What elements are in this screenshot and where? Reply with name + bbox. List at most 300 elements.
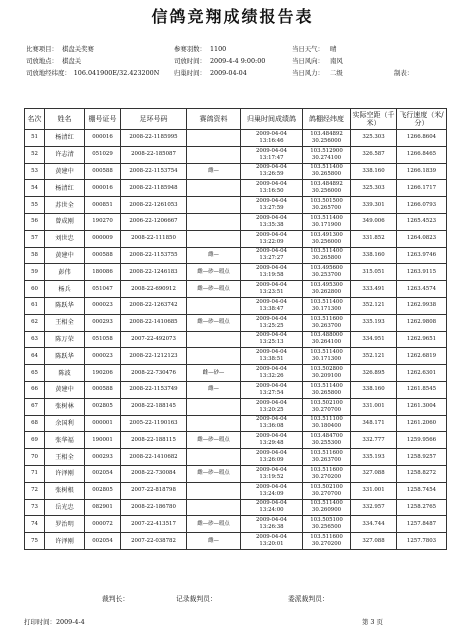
arrival-cell — [241, 398, 303, 415]
name-cell: 王相全 — [45, 314, 85, 331]
arrival-cell — [241, 297, 303, 314]
page-number: 第 3 页 — [362, 618, 383, 626]
arrival-time: 13:24:00 — [259, 507, 284, 514]
coord-lat: 30.263700 — [311, 457, 342, 464]
name-cell: 苏世全 — [45, 197, 85, 214]
pigeon-cell: 雌—砂— — [187, 365, 241, 382]
loft-cell: 000016 — [85, 130, 121, 147]
coord-lon: 103.512900 — [310, 147, 343, 154]
coord-cell — [303, 180, 351, 197]
speed-cell: 1266.8465 — [397, 146, 447, 163]
print-time: 打印时间：2009-4-4 — [24, 618, 85, 626]
arrival-date: 2009-04-04 — [255, 450, 288, 457]
speed-cell: 1257.8487 — [397, 516, 447, 533]
arrival-cell — [241, 499, 303, 516]
release-time: 司放时间： 2009-4-4 9:00:00 — [174, 57, 266, 65]
pigeon-cell: 雌—砂—瑕点 — [187, 432, 241, 449]
distance-cell: 325.303 — [351, 180, 397, 197]
distance-cell: 331.852 — [351, 230, 397, 247]
distance-cell: 315.051 — [351, 264, 397, 281]
coord-lat: 30.270700 — [311, 490, 342, 497]
arrival-time: 13:36:08 — [259, 423, 284, 430]
rank-cell: 74 — [25, 516, 45, 533]
arrival-date: 2009-04-04 — [255, 265, 288, 272]
results-table — [24, 108, 447, 550]
arrival-time: 13:23:51 — [259, 289, 284, 296]
coord-lat: 30.256000 — [311, 238, 342, 245]
ring-cell: 2007-22-038782 — [121, 533, 187, 550]
table-row — [25, 297, 447, 314]
ring-cell: 2008-22-1410682 — [121, 449, 187, 466]
coord-lat: 30.270700 — [311, 406, 342, 413]
arrival-cell — [241, 331, 303, 348]
table-row — [25, 281, 447, 298]
coord-cell — [303, 465, 351, 482]
table-row — [25, 314, 447, 331]
arrival-time: 13:19:58 — [259, 272, 284, 279]
coord-lat: 30.265700 — [311, 205, 342, 212]
rank-cell: 68 — [25, 415, 45, 432]
table-row — [25, 432, 447, 449]
meta-row-1 — [26, 45, 446, 54]
loft-cell: 000023 — [85, 348, 121, 365]
rank-cell: 69 — [25, 432, 45, 449]
pigeon-cell — [187, 482, 241, 499]
distance-cell: 327.088 — [351, 465, 397, 482]
return-time: 归巢时间： 2009-04-04 — [174, 69, 247, 77]
arrival-date: 2009-04-04 — [255, 534, 288, 541]
arrival-date: 2009-04-04 — [255, 248, 288, 255]
table-header-row — [25, 109, 447, 130]
header-speed: 飞行速度（米/分） — [397, 109, 447, 130]
arrival-date: 2009-04-04 — [255, 483, 288, 490]
ring-cell: 2007-22-818798 — [121, 482, 187, 499]
arrival-date: 2009-04-04 — [255, 433, 288, 440]
loft-cell: 000072 — [85, 516, 121, 533]
header-coord: 鸽棚经纬度 — [303, 109, 351, 130]
name-cell: 陈波 — [45, 365, 85, 382]
arrival-cell — [241, 314, 303, 331]
coord-lat: 30.264100 — [311, 339, 342, 346]
coord-cell — [303, 449, 351, 466]
loft-cell: 190001 — [85, 432, 121, 449]
loft-cell: 002054 — [85, 533, 121, 550]
arrival-cell — [241, 516, 303, 533]
coord-lat: 30.171900 — [311, 221, 342, 228]
ring-cell: 2008-22-1246183 — [121, 264, 187, 281]
pigeon-cell: 雌—砂—瑕点 — [187, 516, 241, 533]
header-name: 姓名 — [45, 109, 85, 130]
loft-cell: 000851 — [85, 197, 121, 214]
distance-cell: 338.160 — [351, 163, 397, 180]
pigeon-cell — [187, 197, 241, 214]
speed-cell: 1258.8272 — [397, 465, 447, 482]
distance-cell: 349.006 — [351, 213, 397, 230]
rank-cell: 53 — [25, 163, 45, 180]
arrival-time: 13:20:01 — [259, 541, 284, 548]
arrival-cell — [241, 180, 303, 197]
arrival-cell — [241, 533, 303, 550]
speed-cell: 1261.2060 — [397, 415, 447, 432]
distance-cell: 339.301 — [351, 197, 397, 214]
arrival-cell — [241, 465, 303, 482]
table-row — [25, 264, 447, 281]
ring-cell: 2008-22-1185995 — [121, 130, 187, 147]
rank-cell: 75 — [25, 533, 45, 550]
pigeon-cell: 雌— — [187, 533, 241, 550]
header-ring: 足环号码 — [121, 109, 187, 130]
arrival-date: 2009-04-04 — [255, 382, 288, 389]
coord-lat: 30.256000 — [311, 137, 342, 144]
ring-cell: 2008-22-1185948 — [121, 180, 187, 197]
pigeon-cell — [187, 130, 241, 147]
table-row — [25, 247, 447, 264]
coord-cell — [303, 348, 351, 365]
speed-cell: 1265.4523 — [397, 213, 447, 230]
rank-cell: 70 — [25, 449, 45, 466]
loft-cell: 000001 — [85, 415, 121, 432]
table-row — [25, 230, 447, 247]
pigeon-cell — [187, 449, 241, 466]
arrival-date: 2009-04-04 — [255, 517, 288, 524]
speed-cell: 1258.7454 — [397, 482, 447, 499]
coord-lat: 30.171300 — [311, 356, 342, 363]
pigeon-cell — [187, 499, 241, 516]
arrival-date: 2009-04-04 — [255, 164, 288, 171]
speed-cell: 1263.9115 — [397, 264, 447, 281]
page-title: 信鸽竞翔成绩报告表 — [151, 7, 314, 26]
arrival-date: 2009-04-04 — [255, 416, 288, 423]
release-place: 司放地点： 棋盘关 — [26, 57, 82, 65]
name-cell: 许泽刚 — [45, 465, 85, 482]
coord-lon: 103.511400 — [310, 349, 343, 356]
arrival-date: 2009-04-04 — [255, 130, 288, 137]
coord-lon: 103.495300 — [310, 282, 343, 289]
pigeon-cell: 雌— — [187, 247, 241, 264]
coord-cell — [303, 516, 351, 533]
coord-cell — [303, 331, 351, 348]
loft-cell: 051058 — [85, 331, 121, 348]
meta-row-3 — [26, 69, 446, 78]
name-cell: 许泽刚 — [45, 533, 85, 550]
arrival-time: 13:26:59 — [259, 171, 284, 178]
table-row — [25, 398, 447, 415]
loft-cell: 082901 — [85, 499, 121, 516]
distance-cell: 332.957 — [351, 499, 397, 516]
table-row — [25, 365, 447, 382]
coord-lon: 103.511400 — [310, 214, 343, 221]
rank-cell: 72 — [25, 482, 45, 499]
ring-cell: 2008-22-1153754 — [121, 163, 187, 180]
distance-cell: 334.951 — [351, 331, 397, 348]
coord-lat: 30.265800 — [311, 389, 342, 396]
ring-cell: 2008-22-111850 — [121, 230, 187, 247]
arrival-time: 13:16:50 — [259, 188, 284, 195]
arrival-cell — [241, 130, 303, 147]
table-body — [25, 130, 447, 550]
rank-cell: 63 — [25, 331, 45, 348]
ring-cell: 2008-22-1212123 — [121, 348, 187, 365]
rank-cell: 56 — [25, 213, 45, 230]
coord-lat: 30.180400 — [311, 423, 342, 430]
speed-cell: 1263.4574 — [397, 281, 447, 298]
distance-cell: 338.160 — [351, 247, 397, 264]
name-cell: 王相全 — [45, 449, 85, 466]
arrival-cell — [241, 381, 303, 398]
release-coords: 司放地经纬度： 106.041900E/32.423200N — [26, 69, 160, 77]
table-row — [25, 146, 447, 163]
table-row — [25, 482, 447, 499]
arrival-time: 13:26:38 — [259, 524, 284, 531]
distance-cell: 352.121 — [351, 348, 397, 365]
name-cell: 张树林 — [45, 398, 85, 415]
meta-row-2 — [26, 57, 446, 66]
ring-cell: 2008-22-1153749 — [121, 381, 187, 398]
loft-cell: 000293 — [85, 314, 121, 331]
coord-lon: 103.511400 — [310, 248, 343, 255]
speed-cell: 1261.8545 — [397, 381, 447, 398]
name-cell: 杨清红 — [45, 130, 85, 147]
arrival-date: 2009-04-04 — [255, 500, 288, 507]
name-cell: 张树根 — [45, 482, 85, 499]
pigeon-cell — [187, 180, 241, 197]
coord-cell — [303, 499, 351, 516]
table-row — [25, 499, 447, 516]
table-row — [25, 381, 447, 398]
arrival-cell — [241, 415, 303, 432]
ring-cell: 2008-22-730084 — [121, 465, 187, 482]
rank-cell: 57 — [25, 230, 45, 247]
table-row — [25, 449, 447, 466]
arrival-time: 13:22:09 — [259, 238, 284, 245]
arrival-time: 13:25:25 — [259, 322, 284, 329]
distance-cell: 331.001 — [351, 482, 397, 499]
speed-cell: 1258.2765 — [397, 499, 447, 516]
coord-cell — [303, 415, 351, 432]
arrival-cell — [241, 432, 303, 449]
rank-cell: 73 — [25, 499, 45, 516]
coord-cell — [303, 213, 351, 230]
loft-cell: 000293 — [85, 449, 121, 466]
loft-cell: 000588 — [85, 163, 121, 180]
pigeon-cell — [187, 415, 241, 432]
coord-cell — [303, 197, 351, 214]
name-cell: 余国利 — [45, 415, 85, 432]
loft-cell: 180086 — [85, 264, 121, 281]
speed-cell: 1258.9257 — [397, 449, 447, 466]
coord-cell — [303, 533, 351, 550]
table-row — [25, 130, 447, 147]
name-cell: 黄建中 — [45, 247, 85, 264]
ring-cell: 2008-22-1153755 — [121, 247, 187, 264]
coord-lon: 103.511100 — [310, 416, 343, 423]
arrival-time: 13:27:59 — [259, 205, 284, 212]
arrival-time: 13:35:38 — [259, 221, 284, 228]
distance-cell: 326.587 — [351, 146, 397, 163]
coord-lon: 103.511400 — [310, 298, 343, 305]
distance-cell: 338.160 — [351, 381, 397, 398]
pigeon-cell: 雌— — [187, 381, 241, 398]
pigeon-cell: 雌— — [187, 163, 241, 180]
arrival-time: 13:16:46 — [259, 137, 284, 144]
weather: 当日天气： 晴 — [292, 45, 337, 53]
name-cell: 陈万荣 — [45, 331, 85, 348]
speed-cell: 1266.8604 — [397, 130, 447, 147]
arrival-date: 2009-04-04 — [255, 147, 288, 154]
arrival-date: 2009-04-04 — [255, 214, 288, 221]
header-rank: 名次 — [25, 109, 45, 130]
table-row — [25, 180, 447, 197]
distance-cell: 352.121 — [351, 297, 397, 314]
rank-cell: 51 — [25, 130, 45, 147]
speed-cell: 1262.6301 — [397, 365, 447, 382]
coord-lon: 103.488000 — [310, 332, 343, 339]
distance-cell: 335.193 — [351, 449, 397, 466]
rank-cell: 67 — [25, 398, 45, 415]
coord-lon: 103.511400 — [310, 164, 343, 171]
header-arrival: 归巢时间成绩鸽 — [241, 109, 303, 130]
loft-cell: 000588 — [85, 381, 121, 398]
arrival-time: 13:27:54 — [259, 389, 284, 396]
distance-cell: 327.088 — [351, 533, 397, 550]
committee-label: 委派裁判员： — [288, 595, 329, 603]
loft-cell: 190206 — [85, 365, 121, 382]
speed-cell: 1266.1717 — [397, 180, 447, 197]
arrival-cell — [241, 264, 303, 281]
coord-lat: 30.253700 — [311, 272, 342, 279]
table-row — [25, 197, 447, 214]
coord-lat: 30.270200 — [311, 541, 342, 548]
coord-cell — [303, 281, 351, 298]
arrival-date: 2009-04-04 — [255, 198, 288, 205]
arrival-cell — [241, 197, 303, 214]
coord-lon: 103.511400 — [310, 382, 343, 389]
arrival-cell — [241, 213, 303, 230]
speed-cell: 1266.1839 — [397, 163, 447, 180]
arrival-time: 13:20:25 — [259, 406, 284, 413]
distance-cell: 335.193 — [351, 314, 397, 331]
arrival-cell — [241, 449, 303, 466]
header-loft: 棚号证号 — [85, 109, 121, 130]
ring-cell: 2008-22-1263742 — [121, 297, 187, 314]
arrival-time: 13:27:27 — [259, 255, 284, 262]
arrival-cell — [241, 247, 303, 264]
name-cell: 张华福 — [45, 432, 85, 449]
arrival-cell — [241, 365, 303, 382]
pigeon-cell — [187, 230, 241, 247]
pigeon-cell — [187, 297, 241, 314]
wind-force: 当日风力： 二级 — [292, 69, 343, 77]
coord-lon: 103.491300 — [310, 231, 343, 238]
speed-cell: 1262.9651 — [397, 331, 447, 348]
coord-lon: 103.502100 — [310, 483, 343, 490]
coord-lon: 103.505100 — [310, 517, 343, 524]
coord-lon: 103.511600 — [310, 534, 343, 541]
ring-cell: 2008-22-188145 — [121, 398, 187, 415]
coord-lat: 30.256500 — [311, 524, 342, 531]
coord-lat: 30.270200 — [311, 473, 342, 480]
coord-cell — [303, 130, 351, 147]
coord-cell — [303, 163, 351, 180]
loft-cell: 002054 — [85, 465, 121, 482]
coord-lon: 103.495600 — [310, 265, 343, 272]
coord-lon: 103.502100 — [310, 399, 343, 406]
rank-cell: 61 — [25, 297, 45, 314]
speed-cell: 1266.0793 — [397, 197, 447, 214]
loft-cell: 051029 — [85, 146, 121, 163]
arrival-date: 2009-04-04 — [255, 332, 288, 339]
coord-lat: 30.263700 — [311, 322, 342, 329]
arrival-cell — [241, 163, 303, 180]
rank-cell: 64 — [25, 348, 45, 365]
ring-cell: 2005-22-1190163 — [121, 415, 187, 432]
distance-cell: 348.171 — [351, 415, 397, 432]
speed-cell: 1261.3004 — [397, 398, 447, 415]
ring-cell: 2008-22-186780 — [121, 499, 187, 516]
arrival-cell — [241, 348, 303, 365]
arrival-date: 2009-04-04 — [255, 231, 288, 238]
header-pigeon: 赛鸽资料 — [187, 109, 241, 130]
name-cell: 杨兵 — [45, 281, 85, 298]
coord-cell — [303, 482, 351, 499]
coord-lat: 30.262800 — [311, 289, 342, 296]
loft-cell: 002805 — [85, 398, 121, 415]
table-row — [25, 533, 447, 550]
loft-cell: 002805 — [85, 482, 121, 499]
loft-cell: 000588 — [85, 247, 121, 264]
coord-lon: 103.511600 — [310, 315, 343, 322]
coord-lon: 103.484700 — [310, 433, 343, 440]
name-cell: 黄建中 — [45, 381, 85, 398]
speed-cell: 1259.9566 — [397, 432, 447, 449]
arrival-date: 2009-04-04 — [255, 315, 288, 322]
rank-cell: 65 — [25, 365, 45, 382]
table-row — [25, 163, 447, 180]
pigeon-cell: 雌—砂—瑕点 — [187, 281, 241, 298]
arrival-time: 13:24:09 — [259, 490, 284, 497]
coord-cell — [303, 230, 351, 247]
coord-lon: 103.484892 — [310, 181, 343, 188]
pigeon-cell: 雌—砂—瑕点 — [187, 465, 241, 482]
arrival-time: 13:25:13 — [259, 339, 284, 346]
rank-cell: 59 — [25, 264, 45, 281]
recorder-label: 记录裁判员： — [176, 595, 217, 603]
coord-lat: 30.260900 — [311, 507, 342, 514]
pigeon-cell — [187, 331, 241, 348]
coord-cell — [303, 146, 351, 163]
rank-cell: 54 — [25, 180, 45, 197]
ring-cell: 2008-22-1410685 — [121, 314, 187, 331]
name-cell: 岳光忠 — [45, 499, 85, 516]
pigeon-cell — [187, 146, 241, 163]
coord-cell — [303, 398, 351, 415]
name-cell: 陈跃华 — [45, 348, 85, 365]
coord-lat: 30.171300 — [311, 305, 342, 312]
loft-cell: 000023 — [85, 297, 121, 314]
coord-lat: 30.274100 — [311, 154, 342, 161]
rank-cell: 55 — [25, 197, 45, 214]
coord-cell — [303, 297, 351, 314]
distance-cell: 325.303 — [351, 130, 397, 147]
loft-cell: 000009 — [85, 230, 121, 247]
distance-cell: 334.744 — [351, 516, 397, 533]
table-row — [25, 348, 447, 365]
arrival-date: 2009-04-04 — [255, 349, 288, 356]
coord-cell — [303, 314, 351, 331]
pigeon-cell — [187, 398, 241, 415]
rank-cell: 60 — [25, 281, 45, 298]
coord-cell — [303, 247, 351, 264]
